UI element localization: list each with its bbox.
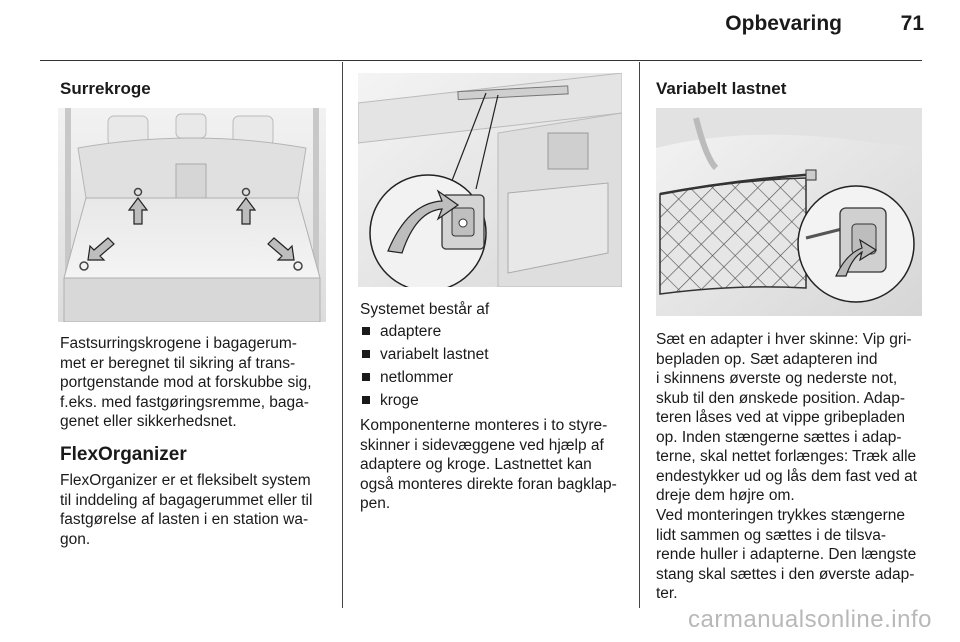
section-heading-surrekroge: Surrekroge [60,79,151,98]
paragraph-bar-install: Ved monteringen trykkes stængerne lidt sammen og sættes i de tilsva- rende huller i adapterne. Den længste stang skal sættes i den øverste adap- ter. [656,507,917,602]
component-list [360,320,489,412]
intro-text: Systemet består af [360,301,490,318]
figure-rail-adapter [358,73,622,287]
list-item: adaptere [360,320,489,343]
paragraph-components: Komponenterne monteres i to styre- skinner i sidevæggene ved hjælp af adaptere og kroge. Lastnettet kan også monteres direkte foran bagklap- pen. [360,417,617,512]
list-item: netlommer [360,366,489,389]
header-title: Opbevaring [725,12,842,35]
figure-cargo-net [656,108,922,316]
section-heading-lastnet: Variabelt lastnet [656,79,787,98]
paragraph-flexorganizer: FlexOrganizer er et fleksibelt system til inddeling af bagagerummet eller til fastgørelse af lasten i en station wa- gon. [60,472,313,548]
figure-cargo-hooks [58,108,326,322]
list-item: kroge [360,389,489,412]
section-heading-flexorganizer: FlexOrganizer [60,444,187,465]
column-divider-left [342,62,343,608]
watermark: carmanualsonline.info [688,606,932,633]
header-rule [40,60,922,61]
column-divider-right [639,62,640,608]
paragraph-surrekroge: Fastsurringskrogene i bagagerum- met er beregnet til sikring af trans- portgenstande mod at forskubbe sig, f.eks. med fastgøringsremme, baga- genet eller sikkerhedsnet. [60,335,312,430]
list-item: variabelt lastnet [360,343,489,366]
paragraph-adapter-install: Sæt en adapter i hver skinne: Vip gri- bepladen op. Sæt adapteren ind i skinnens øverste og nederste not, skub til den ønskede position. Adap- teren låses ved at vippe gribepladen op. Inden stængerne sættes i adap- terne, skal nettet forlænges: Træk alle endestykker ud og lås dem fast ved at dreje dem højre om. [656,331,918,504]
page-number: 71 [900,12,924,35]
